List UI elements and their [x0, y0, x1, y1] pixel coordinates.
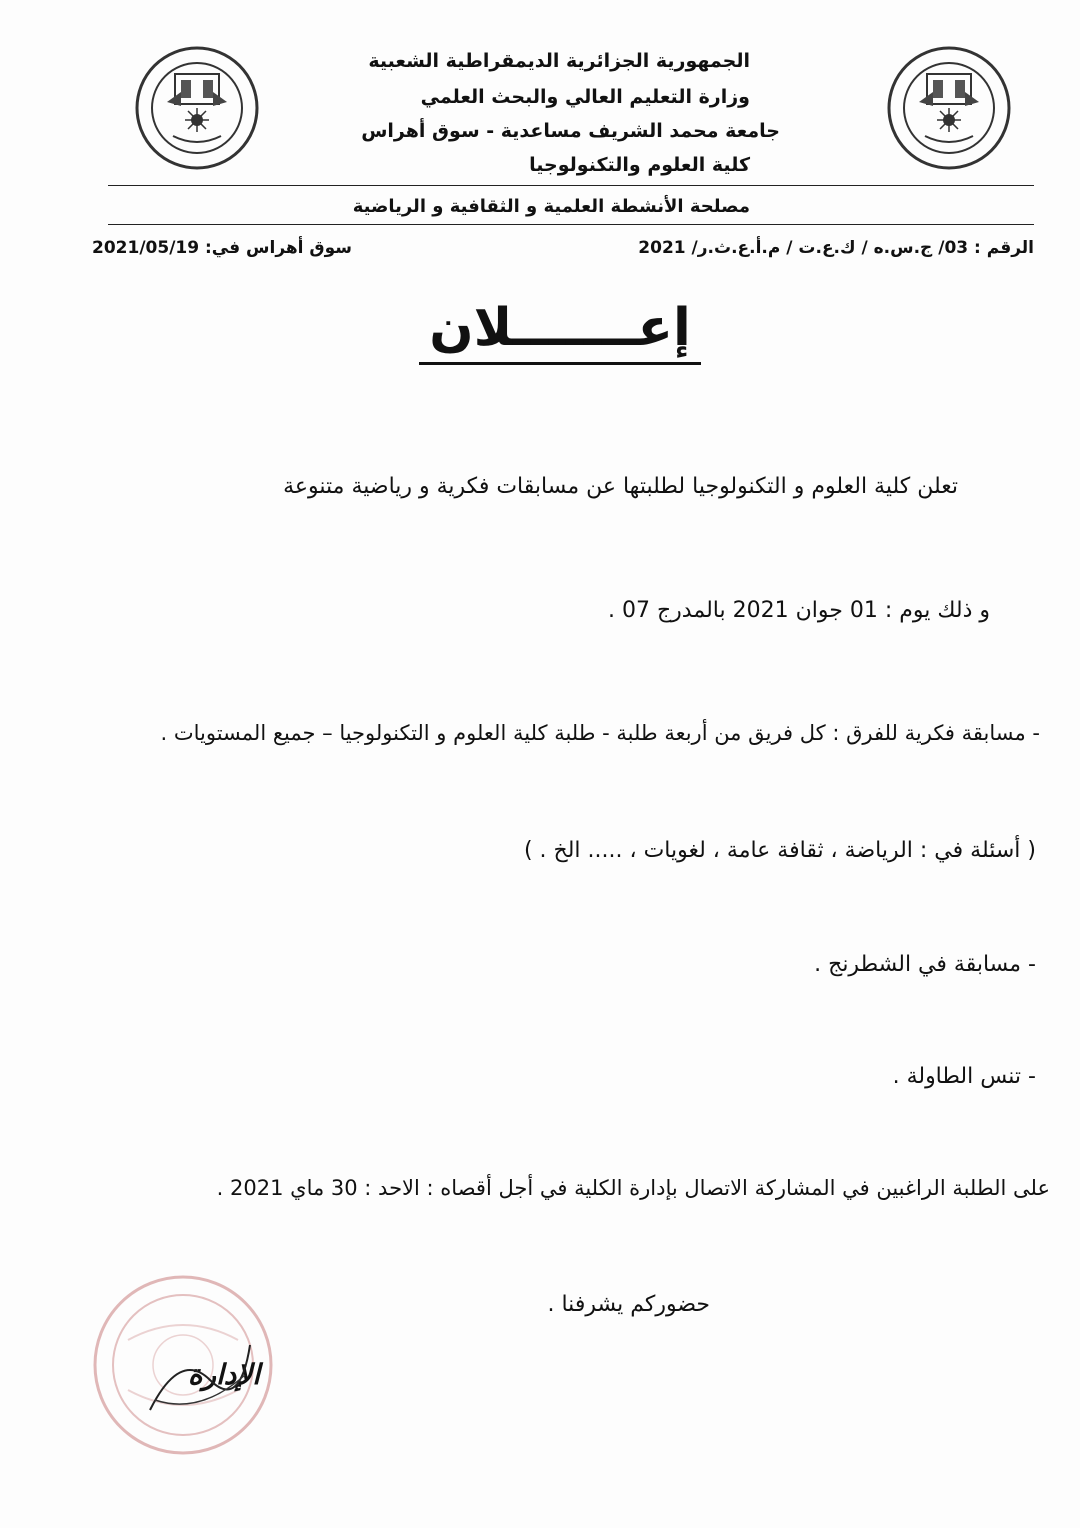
- header-divider: [108, 185, 1034, 186]
- signature-stroke-icon: [140, 1340, 260, 1420]
- department-divider: [108, 224, 1034, 225]
- item-intellectual-note: ( أسئلة في : الرياضة ، ثقافة عامة ، لغويات ، ..... الخ . ): [523, 838, 1036, 863]
- signature-administration: الإدارة: [187, 1358, 260, 1391]
- header-republic: الجمهورية الجزائرية الديمقراطية الشعبية: [368, 50, 750, 72]
- item-table-tennis: - تنس الطاولة .: [892, 1064, 1036, 1089]
- header-ministry: وزارة التعليم العالي والبحث العلمي: [420, 86, 750, 108]
- announcement-title-wrapper: [0, 298, 1080, 365]
- date-line: و ذلك يوم : 01 جوان 2021 بالمدرج 07 .: [607, 598, 990, 623]
- header-faculty: كلية العلوم والتكنولوجيا: [529, 154, 750, 176]
- header-university: جامعة محمد الشريف مساعدية - سوق أهراس: [361, 120, 780, 142]
- reference-number: الرقم : 03/ ج.س.ه / ك.ع.ت / م.أ.ع.ث.ر/ 2021: [638, 238, 1034, 258]
- deadline-line: على الطلبة الراغبين في المشاركة الاتصال بإدارة الكلية في أجل أقصاه : الاحد : 30 ماي 2021 .: [216, 1176, 1050, 1200]
- item-intellectual-contest: - مسابقة فكرية للفرق : كل فريق من أربعة طلبة - طلبة كلية العلوم و التكنولوجيا – جميع المستويات .: [160, 721, 1040, 745]
- university-seal-right: [885, 44, 1013, 176]
- place-date: سوق أهراس في: 2021/05/19: [92, 238, 352, 258]
- university-seal-left: [133, 44, 261, 176]
- intro-line: تعلن كلية العلوم و التكنولوجيا لطلبتها عن مسابقات فكرية و رياضية متنوعة: [283, 474, 958, 499]
- closing-line: حضوركم يشرفنا .: [547, 1292, 710, 1317]
- seal-emblem-icon: [885, 44, 1013, 172]
- seal-emblem-icon: [133, 44, 261, 172]
- header-department: مصلحة الأنشطة العلمية و الثقافية و الرياضية: [352, 196, 750, 217]
- item-chess: - مسابقة في الشطرنج .: [814, 952, 1036, 977]
- announcement-title: إعـــــــلان: [419, 298, 701, 365]
